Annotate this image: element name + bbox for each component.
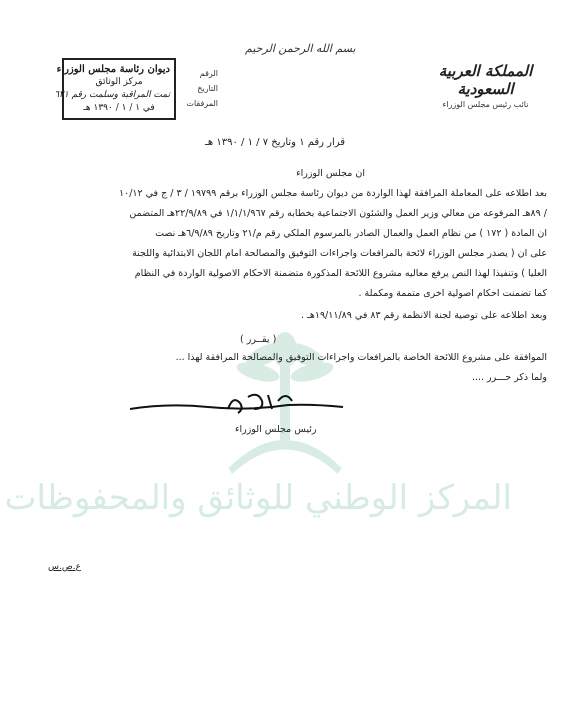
opening-line: ان مجلس الوزراء xyxy=(296,168,365,179)
stamp-line-2: مركز الوثائق xyxy=(95,77,143,87)
stamp-line-3: تمت المراقبة وسلمت رقم ٦٢١ xyxy=(54,90,170,100)
registry-stamp xyxy=(54,58,176,120)
body-line-1: بعد اطلاعه على المعاملة المرافقة لهذا الواردة من ديوان رئاسة مجلس الوزراء برقم ١٩٧٩٩ / ٣ / ج في ١٠/١٢ xyxy=(118,188,547,199)
footer-reference: ع.ص.س xyxy=(48,562,81,572)
stamp-line-4: في ١ / ١ / ١٣٩٠ هـ xyxy=(83,103,155,113)
body-line-7: وبعد اطلاعه على توصية لجنة الانظمة رقم ٨٣ في ١٩/١١/٨٩هـ . xyxy=(301,310,547,321)
kingdom-title: المملكة العربية السعودية xyxy=(438,62,533,98)
body-line-6: كما تضمنت احكام اصولية اخرى متممة ومكملة . xyxy=(358,288,547,299)
body-line-3: ان المادة ( ١٧٢ ) من نظام العمل والعمال الصادر بالمرسوم الملكي رقم م/٢١ وتاريخ ٦/٩/٨٩هـ نصت xyxy=(155,228,547,239)
letterhead xyxy=(418,62,553,109)
body-line-2: / ٨٩هـ المرفوعه من معالي وزير العمل والشئون الاجتماعية بخطابه رقم ١/١/١/٩٦٧ في ٢٢/٩/٨٩هـ المتضمن xyxy=(129,208,547,219)
signature xyxy=(128,385,348,420)
decision-line-1: الموافقة على مشروع اللائحة الخاصة بالمرافعات واجراءات التوفيق والمصالحة المرافقة لهذا ... xyxy=(175,352,547,363)
decree-number-line: قرار رقم ١ وتاريخ ٧ / ١ / ١٣٩٠ هـ xyxy=(205,137,346,148)
stamp-line-1: ديوان رئاسة مجلس الوزراء xyxy=(56,64,170,75)
signatory-title: رئيس مجلس الوزراء xyxy=(235,424,317,435)
decision-line-2: ولما ذكر حـــرر .... xyxy=(471,372,547,383)
date-label: التاريخ xyxy=(197,84,218,93)
decision-heading: ( يقــرر ) xyxy=(240,334,277,345)
basmala: بسم الله الرحمن الرحيم xyxy=(245,42,356,55)
reference-labels xyxy=(180,66,218,111)
office-title: نائب رئيس مجلس الوزراء xyxy=(442,100,529,109)
watermark-text: المركز الوطني للوثائق والمحفوظات xyxy=(4,478,512,518)
attachments-label: المرفقات xyxy=(186,99,218,108)
body-line-5: العليا ) وتنفيذا لهذا النص يرفع معاليه مشروع اللائحة المذكورة متضمنة الاحكام الاصولية الواردة في النظام xyxy=(134,268,547,279)
body-line-4: على ان ( يصدر مجلس الوزراء لائحة بالمرافعات واجراءات التوفيق والمصالحة امام اللجان الابتدائية واللجنة xyxy=(132,248,547,259)
number-label: الرقم xyxy=(199,69,218,78)
